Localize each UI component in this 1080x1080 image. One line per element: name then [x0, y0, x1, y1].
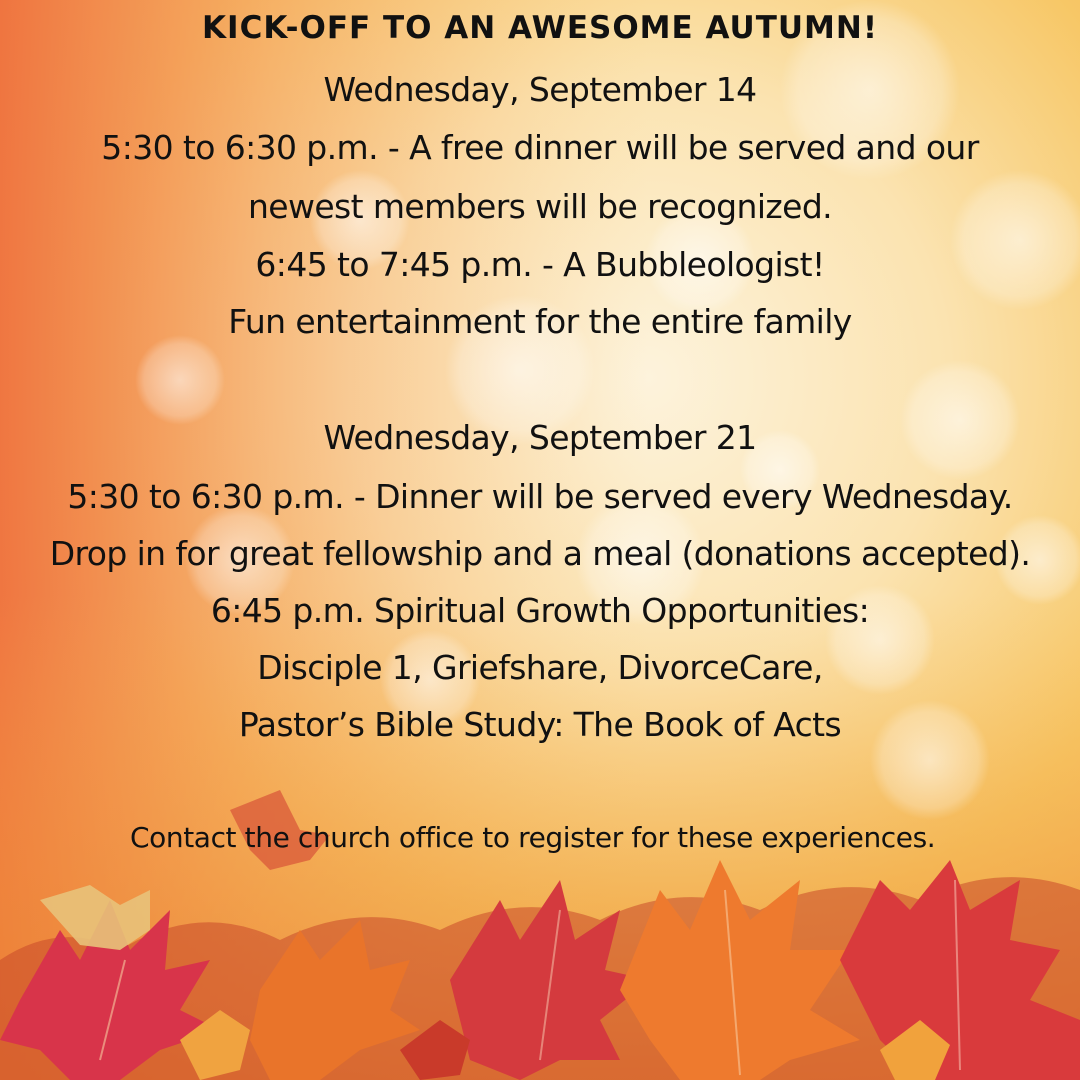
- event2-line1: 5:30 to 6:30 p.m. - Dinner will be served every Wednesday.: [67, 477, 1013, 516]
- event1-line1: 5:30 to 6:30 p.m. - A free dinner will be served and our: [101, 128, 979, 167]
- event2-date: Wednesday, September 21: [323, 418, 757, 457]
- event2-line2: Drop in for great fellowship and a meal (donations accepted).: [49, 534, 1031, 573]
- page-title: KICK-OFF TO AN AWESOME AUTUMN!: [202, 10, 878, 46]
- event2-line4: Disciple 1, Griefshare, DivorceCare,: [257, 648, 823, 687]
- event2-line5: Pastor’s Bible Study: The Book of Acts: [238, 705, 842, 744]
- event1-line4: Fun entertainment for the entire family: [228, 302, 852, 341]
- event1-line2: newest members will be recognized.: [247, 187, 833, 226]
- event2-line3: 6:45 p.m. Spiritual Growth Opportunities:: [210, 591, 870, 630]
- event1-date: Wednesday, September 14: [323, 70, 757, 109]
- contact-note: Contact the church office to register for these experiences.: [130, 821, 936, 854]
- event1-line3: 6:45 to 7:45 p.m. - A Bubbleologist!: [255, 245, 825, 284]
